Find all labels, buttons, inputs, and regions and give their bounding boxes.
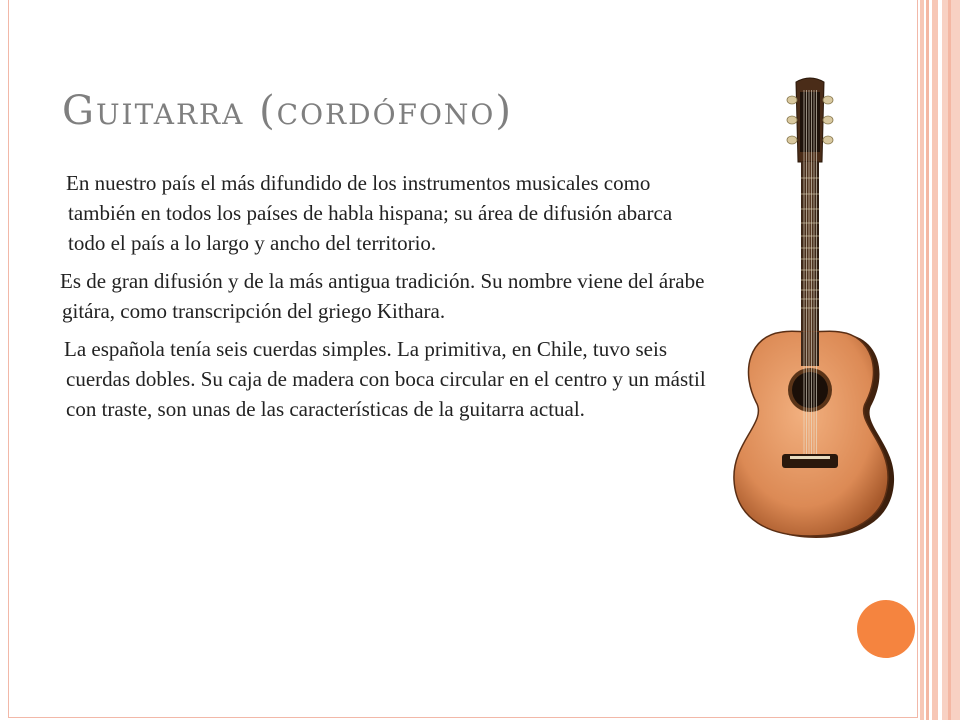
decorative-orange-circle	[857, 600, 915, 658]
guitar-image	[710, 70, 920, 550]
guitar-icon	[710, 70, 920, 550]
decorative-stripes	[920, 0, 960, 720]
slide-title: Guitarra (cordófono)	[62, 88, 513, 134]
paragraph-1: En nuestro país el más difundido de los instrumentos musicales como también en todos los países de habla hispana; su área de difusión abarca todo el país a lo largo y ancho del territorio.	[66, 171, 673, 255]
slide-body	[60, 168, 710, 432]
paragraph-3: La española tenía seis cuerdas simples. La primitiva, en Chile, tuvo seis cuerdas dobles. Su caja de madera con boca circular en el centro y un mástil con traste, son unas de las características de la guitarra actual.	[64, 337, 706, 421]
paragraph-2: Es de gran difusión y de la más antigua tradición. Su nombre viene del árabe gitára, como transcripción del griego Kithara.	[60, 269, 705, 323]
